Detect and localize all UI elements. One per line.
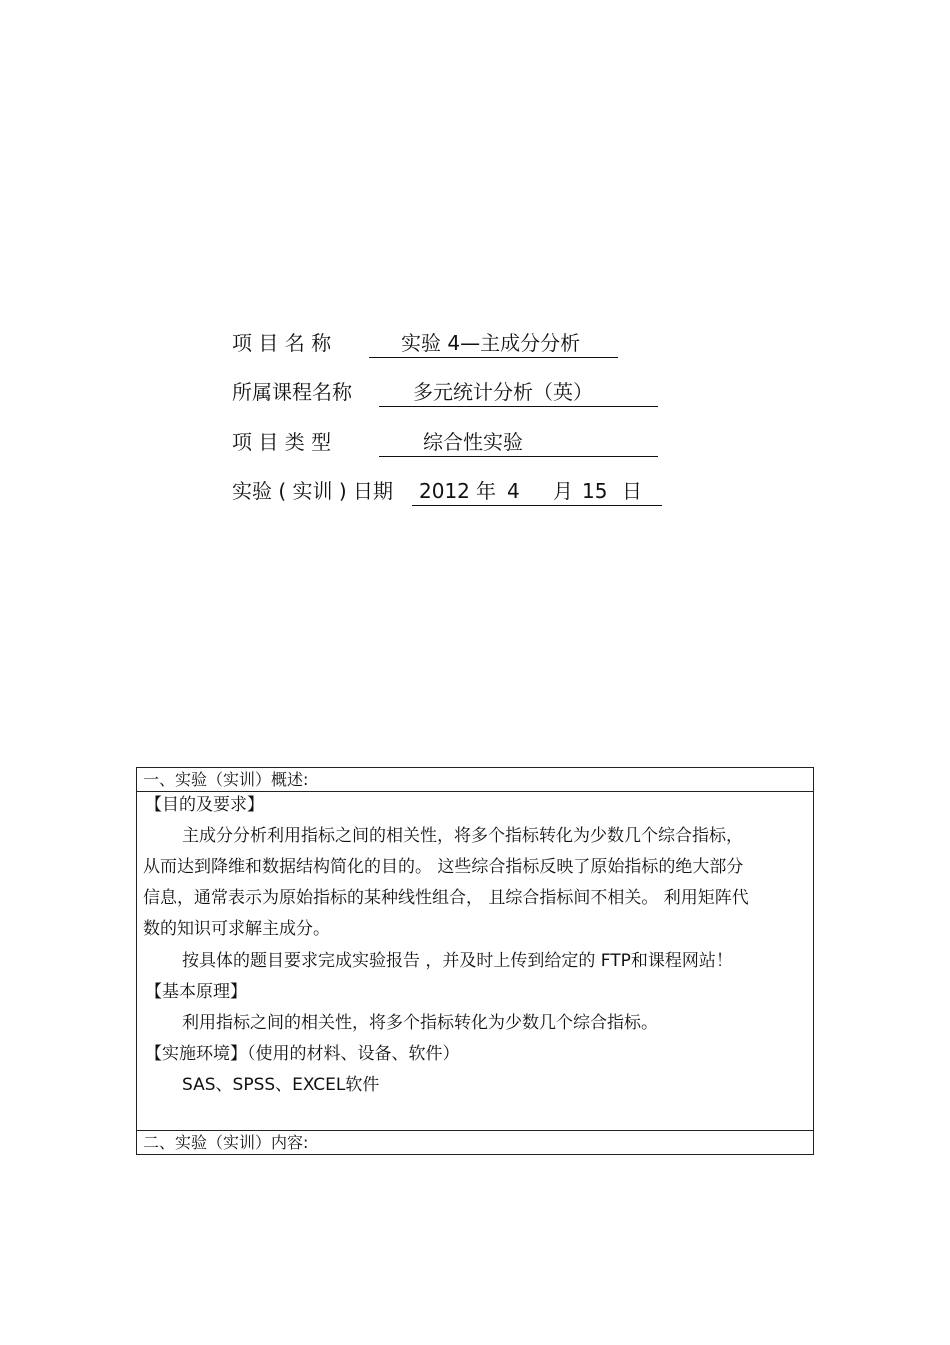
date-month: 4 bbox=[507, 479, 520, 503]
project-name-value: 实验 4—主成分分析 bbox=[401, 331, 581, 355]
section-1-header: 一、实验（实训）概述: bbox=[137, 768, 813, 792]
date-day-unit: 日 bbox=[622, 479, 642, 503]
purpose-line: 从而达到降维和数据结构简化的目的。 这些综合指标反映了原始指标的绝大部分 bbox=[143, 857, 744, 877]
date-year-unit: 年 bbox=[476, 479, 496, 503]
purpose-heading: 【目的及要求】 bbox=[145, 795, 264, 815]
experiment-date-field bbox=[412, 476, 662, 506]
purpose-line: 主成分分析利用指标之间的相关性，将多个指标转化为少数几个综合指标， bbox=[182, 826, 743, 846]
date-day: 15 bbox=[582, 479, 608, 503]
project-type-label: 项 目 类 型 bbox=[232, 430, 332, 454]
course-name-field bbox=[379, 377, 658, 407]
section-2-header: 二、实验（实训）内容: bbox=[137, 1130, 813, 1154]
environment-line: SAS、SPSS、EXCEL软件 bbox=[182, 1075, 380, 1095]
date-year: 2012 bbox=[419, 479, 470, 503]
environment-heading: 【实施环境】（使用的材料、设备、软件） bbox=[145, 1044, 460, 1064]
purpose-line: 信息，通常表示为原始指标的某种线性组合， 且综合指标间不相关。 利用矩阵代 bbox=[143, 888, 749, 908]
principle-heading: 【基本原理】 bbox=[145, 982, 247, 1002]
project-name-label: 项 目 名 称 bbox=[232, 331, 332, 355]
report-table bbox=[136, 767, 814, 1155]
purpose-line: 按具体的题目要求完成实验报告 ，并及时上传到给定的 FTP和课程网站！ bbox=[182, 951, 733, 971]
date-month-unit: 月 bbox=[553, 479, 573, 503]
project-type-field bbox=[379, 427, 658, 457]
experiment-date-label: 实验 ( 实训 ) 日期 bbox=[232, 479, 394, 503]
course-name-value: 多元统计分析（英） bbox=[413, 380, 593, 404]
project-type-value: 综合性实验 bbox=[423, 430, 523, 454]
course-name-label: 所属课程名称 bbox=[232, 380, 352, 404]
purpose-line: 数的知识可求解主成分。 bbox=[143, 919, 330, 939]
project-name-field bbox=[369, 328, 618, 358]
principle-line: 利用指标之间的相关性，将多个指标转化为少数几个综合指标。 bbox=[182, 1013, 658, 1033]
